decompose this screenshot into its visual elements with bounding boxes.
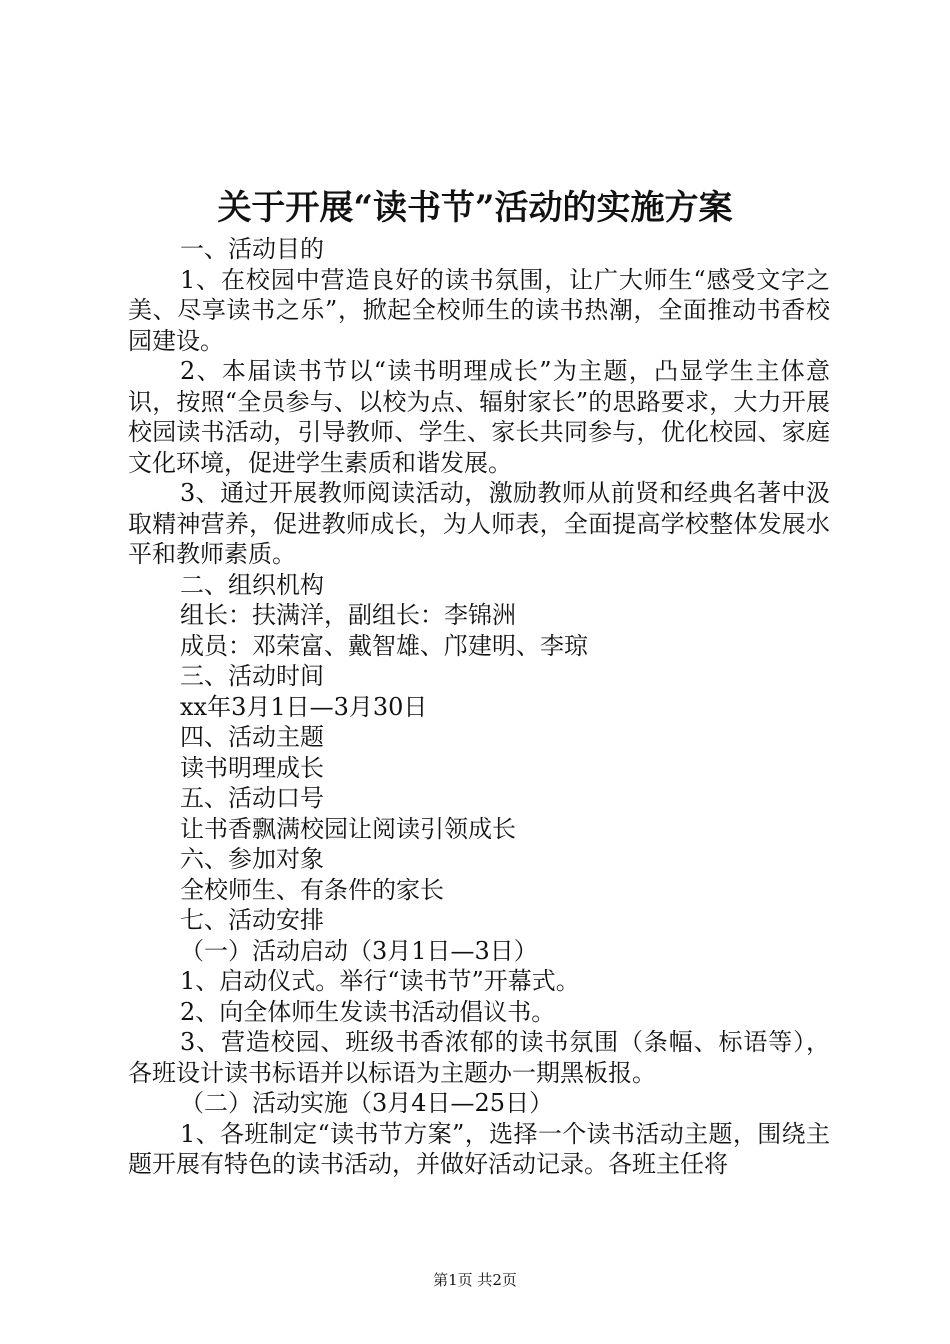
paragraph: 组长：扶满洋，副组长：李锦洲	[180, 601, 516, 629]
paragraph: 1、在校园中营造良好的读书氛围，让广大师生“感受文字之美、尽享读书之乐”，掀起全校师生的读书热潮，全面推动书香校园建设。	[128, 265, 830, 355]
paragraph: 2、向全体师生发读书活动倡议书。	[180, 997, 556, 1026]
section-heading: 四、活动主题	[180, 723, 324, 751]
section-heading: 三、活动时间	[180, 662, 324, 690]
section-heading: 一、活动目的	[180, 235, 324, 263]
section-heading: 五、活动口号	[180, 784, 324, 812]
paragraph: xx年3月1日—3月30日	[180, 692, 428, 721]
paragraph: 1、各班制定“读书节方案”，选择一个读书活动主题，围绕主题开展有特色的读书活动，并做好活动记录。各班主任将	[128, 1119, 830, 1178]
paragraph: 让书香飘满校园让阅读引领成长	[180, 814, 516, 843]
section-heading: 六、参加对象	[180, 845, 324, 873]
paragraph: 1、启动仪式。举行“读书节”开幕式。	[180, 967, 580, 995]
document-body	[128, 234, 830, 1180]
paragraph: 2、本届读书节以“读书明理成长”为主题，凸显学生主体意识，按照“全员参与、以校为点、辐射家长”的思路要求，大力开展校园读书活动，引导教师、学生、家长共同参与，优化校园、家庭文化环境，促进学生素质和谐发展。	[128, 357, 830, 477]
paragraph: 成员：邓荣富、戴智雄、邝建明、李琼	[180, 631, 588, 660]
section-heading: 二、组织机构	[180, 570, 324, 599]
subsection-heading: （二）活动实施（3月4日—25日）	[180, 1089, 554, 1117]
subsection-heading: （一）活动启动（3月1日—3日）	[180, 936, 538, 965]
section-heading: 七、活动安排	[180, 906, 324, 934]
paragraph: 3、营造校园、班级书香浓郁的读书氛围（条幅、标语等），各班设计读书标语并以标语为主题办一期黑板报。	[128, 1028, 830, 1087]
paragraph: 全校师生、有条件的家长	[180, 875, 444, 904]
document-title: 关于开展“读书节”活动的实施方案	[217, 188, 733, 228]
page-footer: 第1页 共2页	[433, 1271, 517, 1289]
paragraph: 读书明理成长	[180, 753, 324, 782]
paragraph: 3、通过开展教师阅读活动，激励教师从前贤和经典名著中汲取精神营养，促进教师成长，为人师表，全面提高学校整体发展水平和教师素质。	[128, 479, 830, 568]
